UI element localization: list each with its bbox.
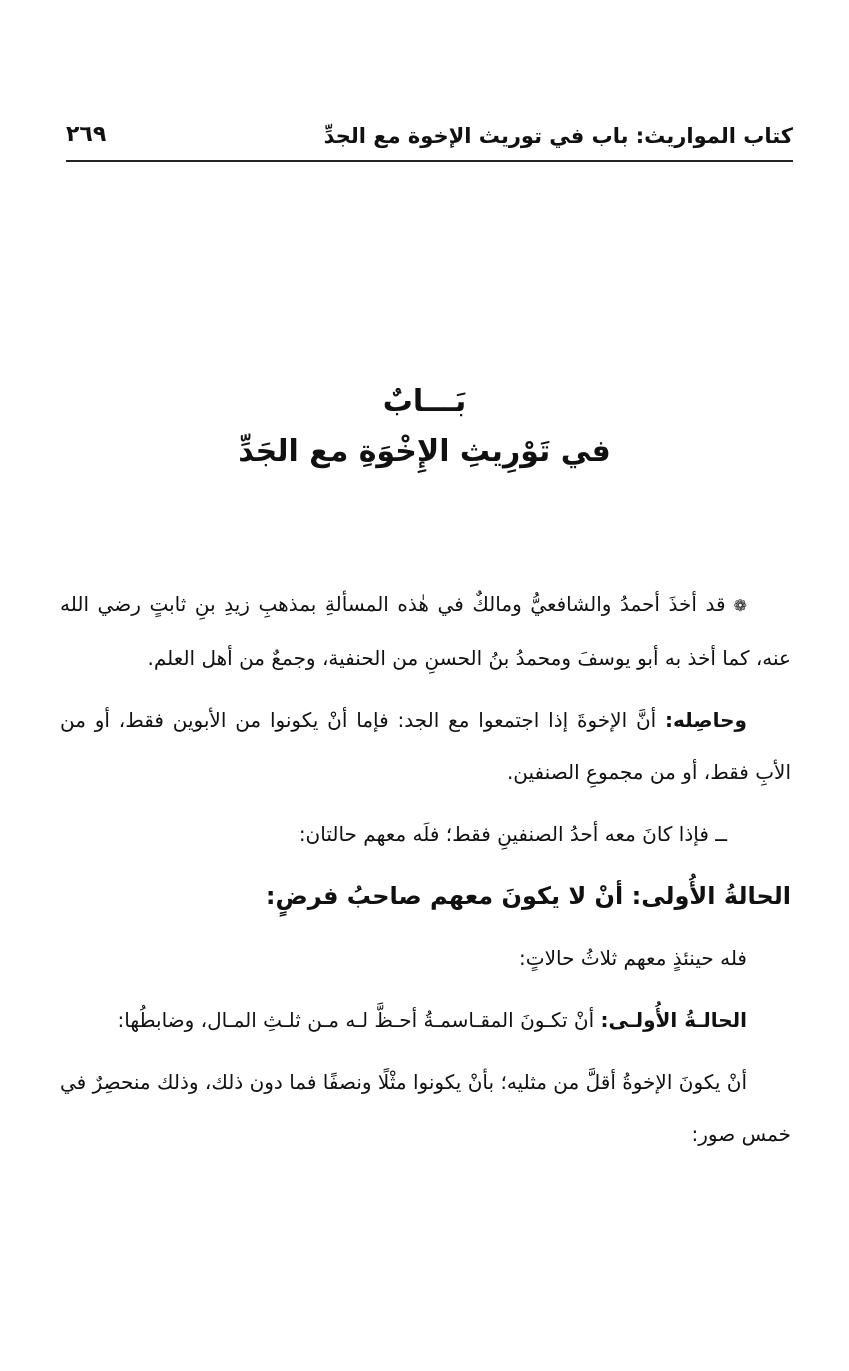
rule-text: أنْ يكونَ الإخوةُ أقلَّ من مثليه؛ بأنْ يكونوا مثْلًا ونصفًا فما دون ذلك، وذلك منحصِرٌ في خمس صور: — [60, 1070, 791, 1146]
chapter-heading — [60, 380, 789, 480]
flower-bullet-icon: ❁ — [733, 596, 747, 615]
running-header — [66, 118, 793, 162]
page-number: ٢٦٩ — [66, 122, 107, 147]
paragraph-two-cases — [60, 808, 791, 860]
running-title: كتاب المواريث: باب في توريث الإخوة مع الجدِّ — [323, 124, 793, 148]
chapter-title: في تَوْرِيثِ الإِخْوَةِ مع الجَدِّ — [238, 434, 611, 469]
case-one-text: أنْ لا يكونَ معهم صاحبُ فرضٍ: — [265, 882, 632, 910]
paragraph-summary — [60, 694, 791, 798]
three-cases-text: فله حينئذٍ معهم ثلاثُ حالاتٍ: — [519, 946, 747, 970]
summary-lead: وحاصِله: — [665, 708, 747, 732]
summary-text: أنَّ الإخوةَ إذا اجتمعوا مع الجد: فإما أنْ يكونوا من الأبوين فقط، أو من الأبِ فقط، أو من مجموعِ الصنفين. — [60, 708, 791, 784]
body-text — [60, 578, 791, 1170]
paragraph-first-state — [60, 994, 791, 1046]
chapter-label: بَـــابٌ — [382, 384, 467, 419]
paragraph-rule — [60, 1056, 791, 1160]
two-cases-text: ــ فإذا كانَ معه أحدُ الصنفينِ فقط؛ فلَه معهم حالتان: — [298, 822, 727, 846]
first-state-lead: الحالـةُ الأُولـى: — [600, 1008, 747, 1032]
paragraph-intro-text: قد أخذَ أحمدُ والشافعيُّ ومالكٌ في هٰذه المسألةِ بمذهبِ زيدِ بنِ ثابتٍ رضي الله عنه، كما أخذ به أبو يوسفَ ومحمدُ بنُ الحسنِ من الحنفية، وجمعٌ من أهل العلم. — [60, 592, 791, 670]
case-one-heading — [60, 870, 791, 922]
case-one-lead: الحالةُ الأُولى: — [631, 882, 791, 910]
paragraph-three-cases — [60, 932, 791, 984]
paragraph-intro — [60, 578, 791, 684]
first-state-text: أنْ تكـونَ المقـاسمـةُ أحـظَّ لـه مـن ثلـثِ المـال، وضابطُها: — [117, 1008, 601, 1032]
